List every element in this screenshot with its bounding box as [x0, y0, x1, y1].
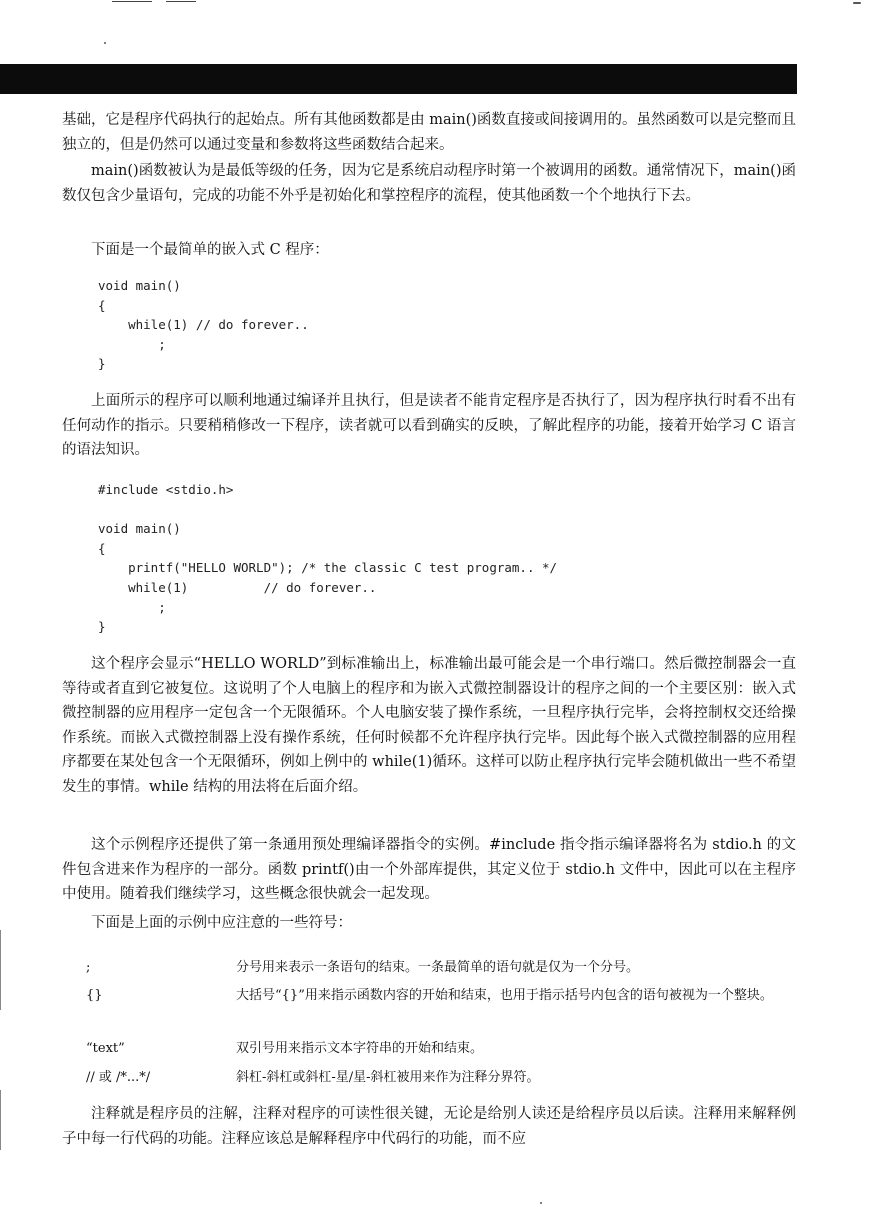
paragraph-6: 这个示例程序还提供了第一条通用预处理编译器指令的实例。#include 指令指示编译器将名为 stdio.h 的文件包含进来作为程序的一部分。函数 printf()由一个外部库提供，其定义位于 stdio.h 文件中，因此可以在主程序中使用。随着我们继续学习，这些概念很快就会一起发现。 [62, 837, 796, 902]
scan-speck [540, 1202, 542, 1204]
symbol-description: 大括号“{}”用来指示函数内容的开始和结束，也用于指示括号内包含的语句被视为一个整块。 [236, 988, 773, 1003]
corner-mark [853, 2, 861, 4]
paragraph-5: 这个程序会显示“HELLO WORLD”到标准输出上，标准输出最可能会是一个串行端口。然后微控制器会一直等待或者直到它被复位。这说明了个人电脑上的程序和为嵌入式微控制器设计的程序之间的一个主要区别：嵌入式微控制器的应用程序一定包含一个无限循环。个人电脑安装了操作系统，一旦程序执行完毕，会将控制权交还给操作系统。而嵌入式微控制器上没有操作系统，任何时候都不允许程序执行完毕。因此每个嵌入式微控制器的应用程序都要在某处包含一个无限循环，例如上例中的 while(1)循环。这样可以防止程序执行完毕会随机做出一些不希望发生的事情。while 结构的用法将在后面介绍。 [62, 656, 796, 795]
symbol-description: 双引号用来指示文本字符串的开始和结束。 [236, 1041, 484, 1056]
symbol-key: {} [86, 988, 103, 1003]
header-bar [0, 64, 797, 94]
paragraph-1: 基础，它是程序代码执行的起始点。所有其他函数都是由 main()函数直接或间接调用的。虽然函数可以是完整而且独立的，但是仍然可以通过变量和参数将这些函数结合起来。 [62, 112, 796, 153]
paragraph-3: 下面是一个最简单的嵌入式 C 程序： [91, 242, 329, 258]
scan-edge-line [0, 930, 1, 1010]
symbol-description: 斜杠-斜杠或斜杠-星/星-斜杠被用来作为注释分界符。 [236, 1070, 540, 1085]
paragraph-2: main()函数被认为是最低等级的任务，因为它是系统启动程序时第一个被调用的函数。通常情况下，main()函数仅包含少量语句，完成的功能不外乎是初始化和掌控程序的流程，使其他函数一个个地执行下去。 [62, 163, 796, 204]
symbol-key: ; [86, 960, 91, 975]
top-rule-right [166, 1, 196, 2]
scan-edge-line-2 [0, 1090, 1, 1150]
paragraph-7: 下面是上面的示例中应注意的一些符号： [91, 915, 352, 931]
code-block-1: void main() { while(1) // do forever.. ; } [98, 278, 309, 372]
symbol-key: // 或 /*...*/ [86, 1070, 151, 1085]
paragraph-4: 上面所示的程序可以顺利地通过编译并且执行，但是读者不能肯定程序是否执行了，因为程序执行时看不出有任何动作的指示。只要稍稍修改一下程序，读者就可以看到确实的反映，了解此程序的功能，接着开始学习 C 语言的语法知识。 [62, 393, 796, 458]
top-rule-left [112, 1, 152, 2]
paragraph-8: 注释就是程序员的注解，注释对程序的可读性很关键，无论是给别人读还是给程序员以后读。注释用来解释例子中每一行代码的功能。注释应该总是解释程序中代码行的功能，而不应 [62, 1106, 796, 1147]
code-block-2: #include <stdio.h> void main() { printf("HELLO WORLD"); /* the classic C test program.. */ while(1) // do forever.. ; } [98, 482, 558, 635]
symbol-key: “text” [86, 1041, 125, 1056]
scan-speck [104, 42, 106, 44]
symbol-description: 分号用来表示一条语句的结束。一条最简单的语句就是仅为一个分号。 [236, 960, 640, 975]
